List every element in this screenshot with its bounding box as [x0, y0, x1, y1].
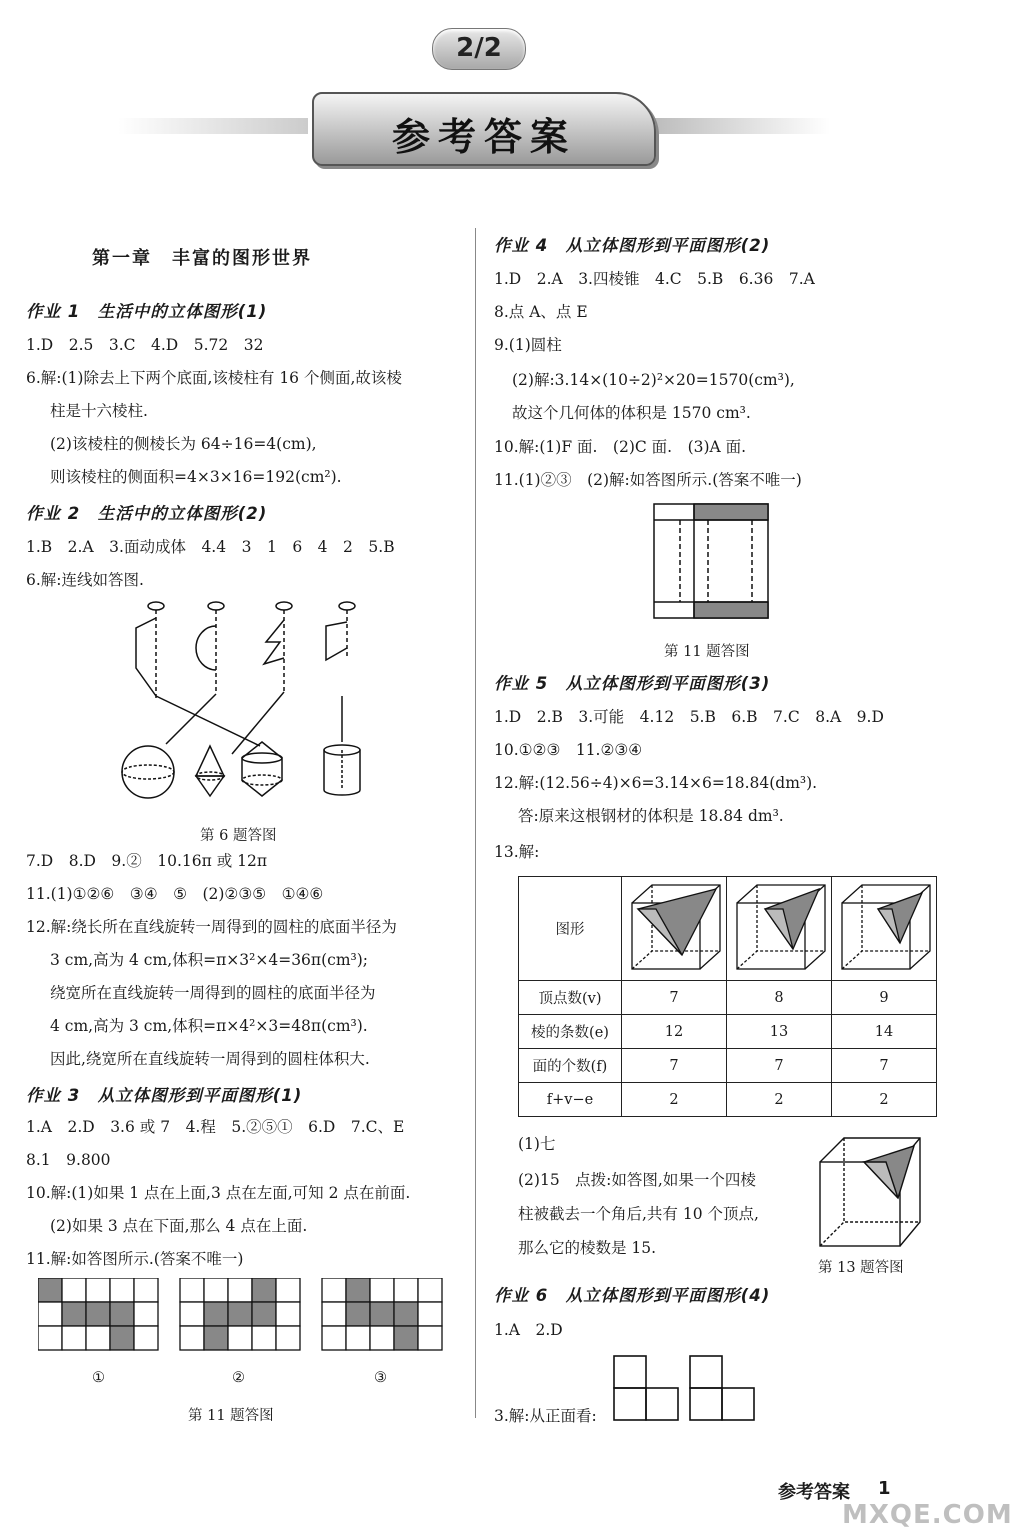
- cell-v-3: 9: [832, 981, 937, 1015]
- hw3-line-2: 8.1 9.800: [26, 1151, 111, 1169]
- footer-page-number: 1: [878, 1478, 891, 1499]
- hw4-line-3: 9.(1)圆柱: [494, 336, 562, 354]
- cell-f-2: 7: [727, 1049, 832, 1083]
- banner-title: 参考答案: [391, 115, 576, 159]
- hw2-after-4: 3 cm,高为 4 cm,体积=π×3²×4=36π(cm³);: [50, 951, 369, 969]
- cell-euler-1: 2: [622, 1083, 727, 1117]
- rotation-arrow-icon: [276, 602, 292, 610]
- cube-cut-figure-3: [836, 879, 932, 975]
- hw4-caption: 第 11 题答图: [664, 644, 750, 660]
- cell-f-3: 7: [832, 1049, 937, 1083]
- hw5-line-4: 答:原来这根钢材的体积是 18.84 dm³.: [518, 807, 784, 825]
- row-label-f: 面的个数(f): [519, 1049, 622, 1083]
- hw3-line-3: 10.解:(1)如果 1 点在上面,3 点在左面,可知 2 点在前面.: [26, 1184, 411, 1202]
- hw2-after-7: 因此,绕宽所在直线旋转一周得到的圆柱体积大.: [50, 1050, 370, 1068]
- rotation-arrow-icon: [148, 602, 164, 610]
- page-badge: [432, 28, 526, 70]
- hw5-line-1: 1.D 2.B 3.可能 4.12 5.B 6.B 7.C 8.A 9.D: [494, 708, 884, 726]
- hw3-line-1: 1.A 2.D 3.6 或 7 4.程 5.②⑤① 6.D 7.C、E: [26, 1118, 405, 1136]
- net-diagram: [652, 502, 772, 622]
- cell-euler-2: 2: [727, 1083, 832, 1117]
- hw4-line-6: 10.解:(1)F 面. (2)C 面. (3)A 面.: [494, 438, 747, 456]
- hw2-after-3: 12.解:绕长所在直线旋转一周得到的圆柱的底面半径为: [26, 918, 397, 936]
- chapter-title: 第一章 丰富的图形世界: [92, 248, 312, 269]
- hw4-title: 作业 4 从立体图形到平面图形(2): [494, 236, 771, 255]
- rotation-arrow-icon: [208, 602, 224, 610]
- row-label-euler: f+v−e: [519, 1083, 622, 1117]
- cell-e-1: 12: [622, 1015, 727, 1049]
- q13-answer-figure: [814, 1134, 924, 1254]
- hw5-after-1: (1)七: [518, 1135, 556, 1153]
- row-label-v: 顶点数(v): [519, 981, 622, 1015]
- hw5-line-5: 13.解:: [494, 843, 540, 861]
- hw4-line-2: 8.点 A、点 E: [494, 303, 588, 321]
- hw4-line-7: 11.(1)②③ (2)解:如答图所示.(答案不唯一): [494, 471, 802, 489]
- hw2-after-2: 11.(1)①②⑥ ③④ ⑤ (2)②③⑤ ①④⑥: [26, 885, 324, 903]
- cube-cut-figure-1: [626, 879, 722, 975]
- grid-label-1: ①: [92, 1370, 105, 1386]
- hw5-line-3: 12.解:(12.56÷4)×6=3.14×6=18.84(dm³).: [494, 774, 818, 792]
- hw2-line-1: 1.B 2.A 3.面动成体 4.4 3 1 6 4 2 5.B: [26, 538, 395, 556]
- footer-label: 参考答案: [778, 1482, 850, 1503]
- cell-euler-3: 2: [832, 1083, 937, 1117]
- cell-v-2: 8: [727, 981, 832, 1015]
- rotation-arrow-icon: [339, 602, 355, 610]
- hw2-caption: 第 6 题答图: [200, 828, 277, 844]
- hw6-title: 作业 6 从立体图形到平面图形(4): [494, 1286, 771, 1305]
- hw5-caption: 第 13 题答图: [818, 1260, 904, 1276]
- banner-left-stripe: [118, 118, 308, 134]
- page-badge-text: 2/2: [456, 33, 502, 63]
- hw6-line-2: 3.解:从正面看:: [494, 1407, 597, 1425]
- hw4-line-4: (2)解:3.14×(10÷2)²×20=1570(cm³),: [512, 371, 795, 389]
- column-divider: [475, 228, 476, 1418]
- hw2-after-6: 4 cm,高为 3 cm,体积=π×4²×3=48π(cm³).: [50, 1017, 368, 1035]
- hw3-title: 作业 3 从立体图形到平面图形(1): [26, 1086, 303, 1105]
- table-header-label: 图形: [519, 877, 622, 981]
- hw1-line-5: 则该棱柱的侧面积=4×3×16=192(cm²).: [50, 468, 342, 486]
- hw5-after-4: 那么它的棱数是 15.: [518, 1239, 657, 1257]
- front-view-figure: [610, 1352, 760, 1424]
- figure-cell-1: [622, 877, 727, 981]
- hw5-title: 作业 5 从立体图形到平面图形(3): [494, 674, 771, 693]
- hw4-line-1: 1.D 2.A 3.四棱锥 4.C 5.B 6.36 7.A: [494, 270, 815, 288]
- hw1-title: 作业 1 生活中的立体图形(1): [26, 302, 268, 321]
- hw6-line-1: 1.A 2.D: [494, 1321, 563, 1339]
- hw1-line-3: 柱是十六棱柱.: [50, 402, 148, 420]
- figure-cell-3: [832, 877, 937, 981]
- banner: [312, 92, 656, 166]
- hw4-line-5: 故这个几何体的体积是 1570 cm³.: [512, 404, 751, 422]
- grid-label-2: ②: [232, 1370, 245, 1386]
- cell-e-2: 13: [727, 1015, 832, 1049]
- hw3-caption: 第 11 题答图: [188, 1408, 274, 1424]
- hw1-line-2: 6.解:(1)除去上下两个底面,该棱柱有 16 个侧面,故该棱: [26, 369, 402, 387]
- hw1-line-4: (2)该棱柱的侧棱长为 64÷16=4(cm),: [50, 435, 317, 453]
- q13-table: [518, 876, 937, 1117]
- hw3-line-5: 11.解:如答图所示.(答案不唯一): [26, 1250, 244, 1268]
- cube-cut-figure-2: [731, 879, 827, 975]
- cell-e-3: 14: [832, 1015, 937, 1049]
- hw1-line-1: 1.D 2.5 3.C 4.D 5.72 32: [26, 336, 264, 354]
- banner-right-stripe: [650, 118, 830, 134]
- hw3-grids: [38, 1278, 466, 1356]
- row-label-e: 棱的条数(e): [519, 1015, 622, 1049]
- watermark: MXQE.COM: [842, 1500, 1013, 1530]
- hw2-title: 作业 2 生活中的立体图形(2): [26, 504, 268, 523]
- cell-f-1: 7: [622, 1049, 727, 1083]
- rotation-matching-figure: [110, 596, 390, 826]
- hw2-after-5: 绕宽所在直线旋转一周得到的圆柱的底面半径为: [50, 984, 376, 1002]
- hw5-after-2: (2)15 点拨:如答图,如果一个四棱: [518, 1171, 756, 1189]
- hw5-line-2: 10.①②③ 11.②③④: [494, 741, 643, 759]
- figure-cell-2: [727, 877, 832, 981]
- hw3-line-4: (2)如果 3 点在下面,那么 4 点在上面.: [50, 1217, 308, 1235]
- hw5-after-3: 柱被截去一个角后,共有 10 个顶点,: [518, 1205, 759, 1223]
- hw2-line-2: 6.解:连线如答图.: [26, 571, 144, 589]
- cell-v-1: 7: [622, 981, 727, 1015]
- grid-label-3: ③: [374, 1370, 387, 1386]
- hw2-after-1: 7.D 8.D 9.② 10.16π 或 12π: [26, 852, 268, 870]
